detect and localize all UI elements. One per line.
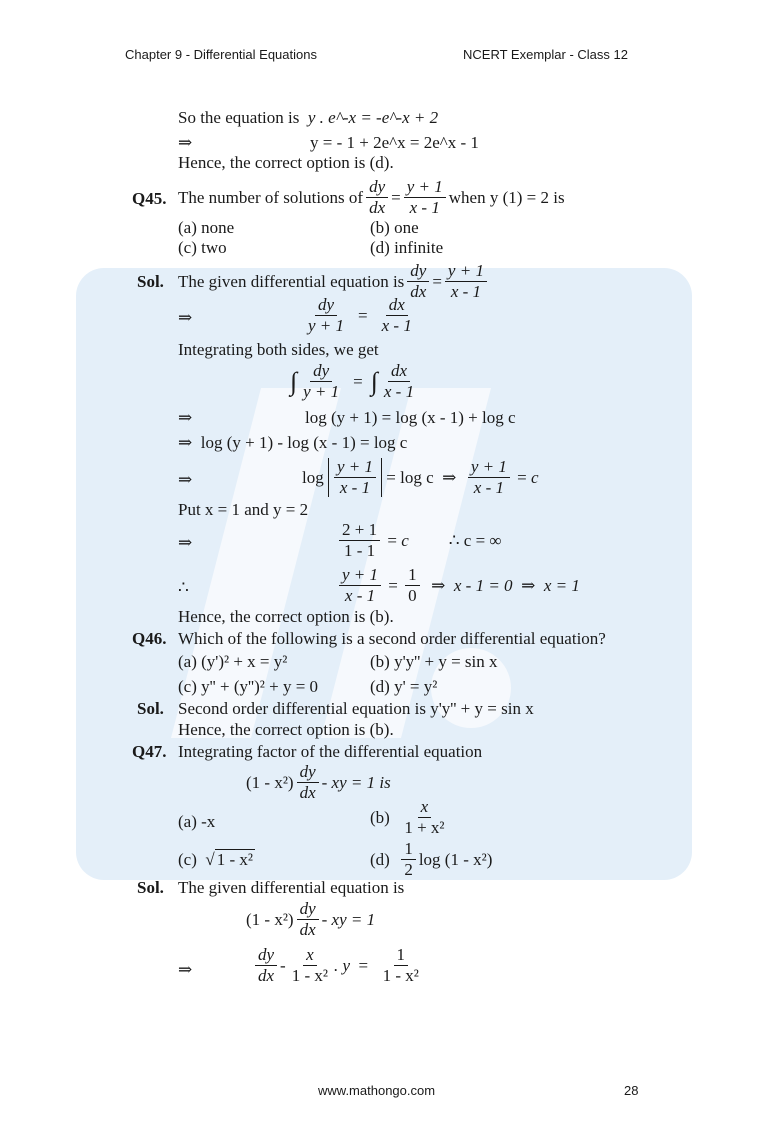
sol45-log-ratio: log $\frac{y + 1}{x - 1}$ = log c ⇒ $\frac{y + 1}{x - 1}$ = c	[302, 457, 539, 497]
sol45-integral: ∫ $\frac{dy}{y + 1}$ = ∫ $\frac{dx}{x - 1}$	[290, 361, 415, 401]
implies-sym: ⇒	[178, 133, 193, 152]
q45-option-a: (a) none	[178, 218, 235, 237]
implies-sym: ⇒	[178, 960, 193, 979]
sol45-log-step-2: ⇒ log (y + 1) - log (x - 1) = log c	[178, 433, 408, 452]
prev-line-1: So the equation is y . e^-x = -e^-x + 2	[178, 108, 439, 127]
q46-question: Which of the following is a second order differential equation?	[178, 629, 606, 648]
sol45-final-step: $\frac{y + 1}{x - 1}$ = $\frac{1}{0}$ ⇒ x - 1 = 0 ⇒ x = 1	[336, 566, 580, 605]
prev-answer: Hence, the correct option is (d).	[178, 153, 394, 172]
footer-website[interactable]: www.mathongo.com	[318, 1083, 436, 1098]
q46-number: Q46.	[132, 629, 167, 648]
q47-option-c: (c) √ 1 - x²	[178, 850, 253, 869]
implies-sym: ⇒	[178, 470, 193, 489]
sol47-intro: The given differential equation is	[178, 878, 405, 897]
sol45-answer: Hence, the correct option is (b).	[178, 607, 394, 626]
q46-option-a: (a) (y')² + x = y²	[178, 652, 288, 671]
sol45-log-step-1: log (y + 1) = log (x - 1) + log c	[305, 408, 516, 427]
q45-option-c: (c) two	[178, 238, 227, 257]
q47-number: Q47.	[132, 742, 167, 761]
q47-option-b: (b) $\frac{x}{\text{1 + x²}}$	[370, 797, 445, 837]
q45-option-b: (b) one	[370, 218, 419, 237]
sol46-label: Sol.	[137, 699, 164, 718]
sol45-substitute: Put x = 1 and y = 2	[178, 500, 309, 519]
page-number: 28	[624, 1083, 639, 1098]
q46-option-d: (d) y' = y²	[370, 677, 438, 696]
q45-question: The number of solutions of $\frac{dy}{dx}$ = $\frac{y + 1}{x - 1}$ when y (1) = 2 is	[178, 177, 565, 217]
prev-line-2: y = - 1 + 2e^x = 2e^x - 1	[310, 133, 479, 152]
q45-option-d: (d) infinite	[370, 238, 444, 257]
q46-option-c: (c) y'' + (y'')² + y = 0	[178, 677, 319, 696]
sol45-c-step: $\frac{2 + 1}{1 - 1}$ = c ∴ c = ∞	[336, 521, 502, 560]
sol45-label: Sol.	[137, 272, 164, 291]
sol47-label: Sol.	[137, 878, 164, 897]
sol45-intro: The given differential equation is $\frac{dy}{dx}$ = $\frac{y + 1}{x - 1}$	[178, 262, 490, 301]
implies-sym: ⇒	[178, 408, 193, 427]
sol47-linear-form: $\frac{dy}{dx}$ - $\frac{x}{\text{1 - x²}}$ . y = $\frac{1}{\text{1 - x²}}$	[252, 946, 425, 985]
header-chapter: Chapter 9 - Differential Equations	[125, 47, 317, 62]
q47-option-a: (a) -x	[178, 812, 216, 831]
implies-sym: ⇒	[178, 308, 193, 327]
therefore-sym: ∴	[178, 578, 189, 597]
q46-option-b: (b) y'y'' + y = sin x	[370, 652, 498, 671]
q47-equation: (1 - x²) $\frac{dy}{dx}$ - xy = 1 is	[246, 762, 391, 802]
sol46-line-1: Second order differential equation is y'y'' + y = sin x	[178, 699, 534, 718]
q47-option-d: (d) $\frac{1}{2}$ log (1 - x²)	[370, 839, 493, 879]
q45-number: Q45.	[132, 189, 167, 208]
implies-sym: ⇒	[178, 533, 193, 552]
sol47-equation: (1 - x²) $\frac{dy}{dx}$ - xy = 1	[246, 899, 376, 939]
sol45-integrate-text: Integrating both sides, we get	[178, 340, 379, 359]
header-book: NCERT Exemplar - Class 12	[463, 47, 628, 62]
sol46-answer: Hence, the correct option is (b).	[178, 720, 394, 739]
sol45-separation: $\frac{dy}{y + 1}$ = $\frac{dx}{x - 1}$	[308, 295, 412, 335]
q47-question: Integrating factor of the differential equation	[178, 742, 483, 761]
